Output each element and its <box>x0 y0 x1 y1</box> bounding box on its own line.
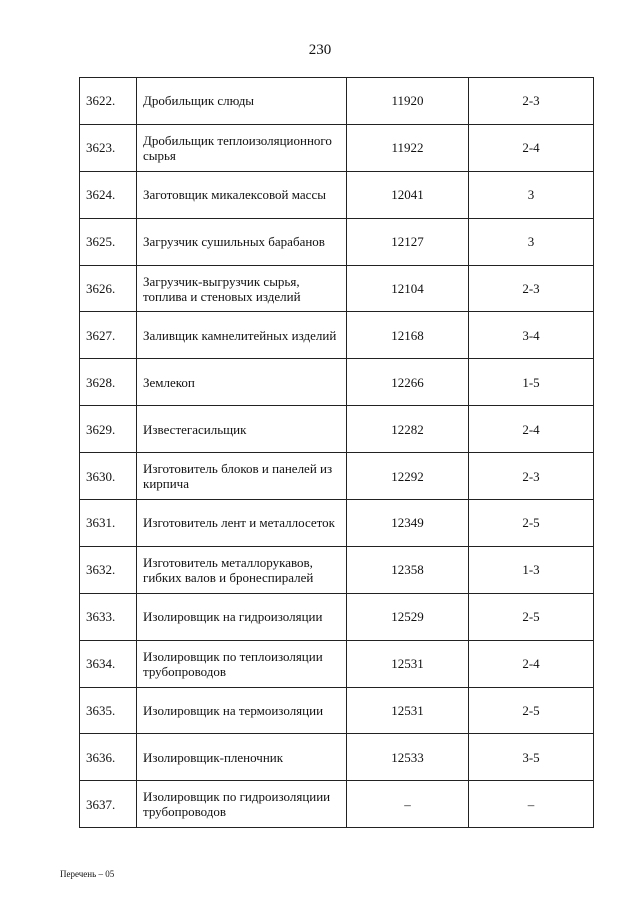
row-number: 3630. <box>80 453 137 500</box>
table-row <box>80 640 594 687</box>
profession-name: Заготовщик микалексовой массы <box>137 171 347 218</box>
profession-name: Дробильщик теплоизоляционного сырья <box>137 124 347 171</box>
table-row <box>80 78 594 125</box>
profession-code: 12168 <box>347 312 469 359</box>
table-row <box>80 500 594 547</box>
table-row <box>80 171 594 218</box>
profession-code: 12358 <box>347 546 469 593</box>
row-number: 3632. <box>80 546 137 593</box>
table-row <box>80 453 594 500</box>
profession-name: Загрузчик-выгрузчик сырья, топлива и стеновых изделий <box>137 265 347 312</box>
table-row <box>80 265 594 312</box>
table-row <box>80 734 594 781</box>
profession-name: Изготовитель металлорукавов, гибких валов и бронеспиралей <box>137 546 347 593</box>
profession-code: – <box>347 781 469 828</box>
page-number: 230 <box>308 42 332 58</box>
row-number: 3631. <box>80 500 137 547</box>
row-number: 3636. <box>80 734 137 781</box>
profession-name: Изолировщик-пленочник <box>137 734 347 781</box>
row-number: 3623. <box>80 124 137 171</box>
profession-name: Дробильщик слюды <box>137 78 347 125</box>
grade-range: 2-3 <box>469 453 594 500</box>
row-number: 3626. <box>80 265 137 312</box>
grade-range: 2-5 <box>469 500 594 547</box>
table-row <box>80 546 594 593</box>
table-row <box>80 124 594 171</box>
row-number: 3634. <box>80 640 137 687</box>
profession-code: 12531 <box>347 640 469 687</box>
profession-name: Изготовитель лент и металлосеток <box>137 500 347 547</box>
profession-code: 12127 <box>347 218 469 265</box>
profession-code: 12266 <box>347 359 469 406</box>
profession-name: Изолировщик на гидроизоляции <box>137 593 347 640</box>
grade-range: 3 <box>469 218 594 265</box>
profession-name: Заливщик камнелитейных изделий <box>137 312 347 359</box>
table-row <box>80 359 594 406</box>
profession-code: 11922 <box>347 124 469 171</box>
grade-range: 2-5 <box>469 593 594 640</box>
profession-name: Изготовитель блоков и панелей из кирпича <box>137 453 347 500</box>
grade-range: 2-5 <box>469 687 594 734</box>
profession-code: 12529 <box>347 593 469 640</box>
table-row <box>80 781 594 828</box>
row-number: 3625. <box>80 218 137 265</box>
table-row <box>80 406 594 453</box>
row-number: 3629. <box>80 406 137 453</box>
grade-range: 2-4 <box>469 124 594 171</box>
grade-range: 2-3 <box>469 265 594 312</box>
grade-range: 1-3 <box>469 546 594 593</box>
table-body <box>80 78 594 828</box>
row-number: 3633. <box>80 593 137 640</box>
table-row <box>80 687 594 734</box>
row-number: 3637. <box>80 781 137 828</box>
row-number: 3635. <box>80 687 137 734</box>
row-number: 3628. <box>80 359 137 406</box>
profession-name: Изолировщик по гидроизоляциии трубопроводов <box>137 781 347 828</box>
profession-code: 12349 <box>347 500 469 547</box>
grade-range: 3-5 <box>469 734 594 781</box>
profession-name: Изолировщик по теплоизоляции трубопроводов <box>137 640 347 687</box>
grade-range: 2-4 <box>469 406 594 453</box>
profession-name: Изолировщик на термоизоляции <box>137 687 347 734</box>
grade-range: 2-4 <box>469 640 594 687</box>
profession-name: Землекоп <box>137 359 347 406</box>
grade-range: 2-3 <box>469 78 594 125</box>
profession-code: 12292 <box>347 453 469 500</box>
profession-code: 12531 <box>347 687 469 734</box>
profession-code: 12104 <box>347 265 469 312</box>
profession-code: 12282 <box>347 406 469 453</box>
row-number: 3622. <box>80 78 137 125</box>
profession-table <box>79 77 594 828</box>
grade-range: 3-4 <box>469 312 594 359</box>
grade-range: 1-5 <box>469 359 594 406</box>
table-row <box>80 593 594 640</box>
row-number: 3627. <box>80 312 137 359</box>
grade-range: 3 <box>469 171 594 218</box>
table-row <box>80 312 594 359</box>
profession-code: 12533 <box>347 734 469 781</box>
table-row <box>80 218 594 265</box>
grade-range: – <box>469 781 594 828</box>
footer-label: Перечень – 05 <box>60 869 115 879</box>
profession-code: 11920 <box>347 78 469 125</box>
profession-name: Загрузчик сушильных барабанов <box>137 218 347 265</box>
row-number: 3624. <box>80 171 137 218</box>
profession-name: Известегасильщик <box>137 406 347 453</box>
profession-code: 12041 <box>347 171 469 218</box>
